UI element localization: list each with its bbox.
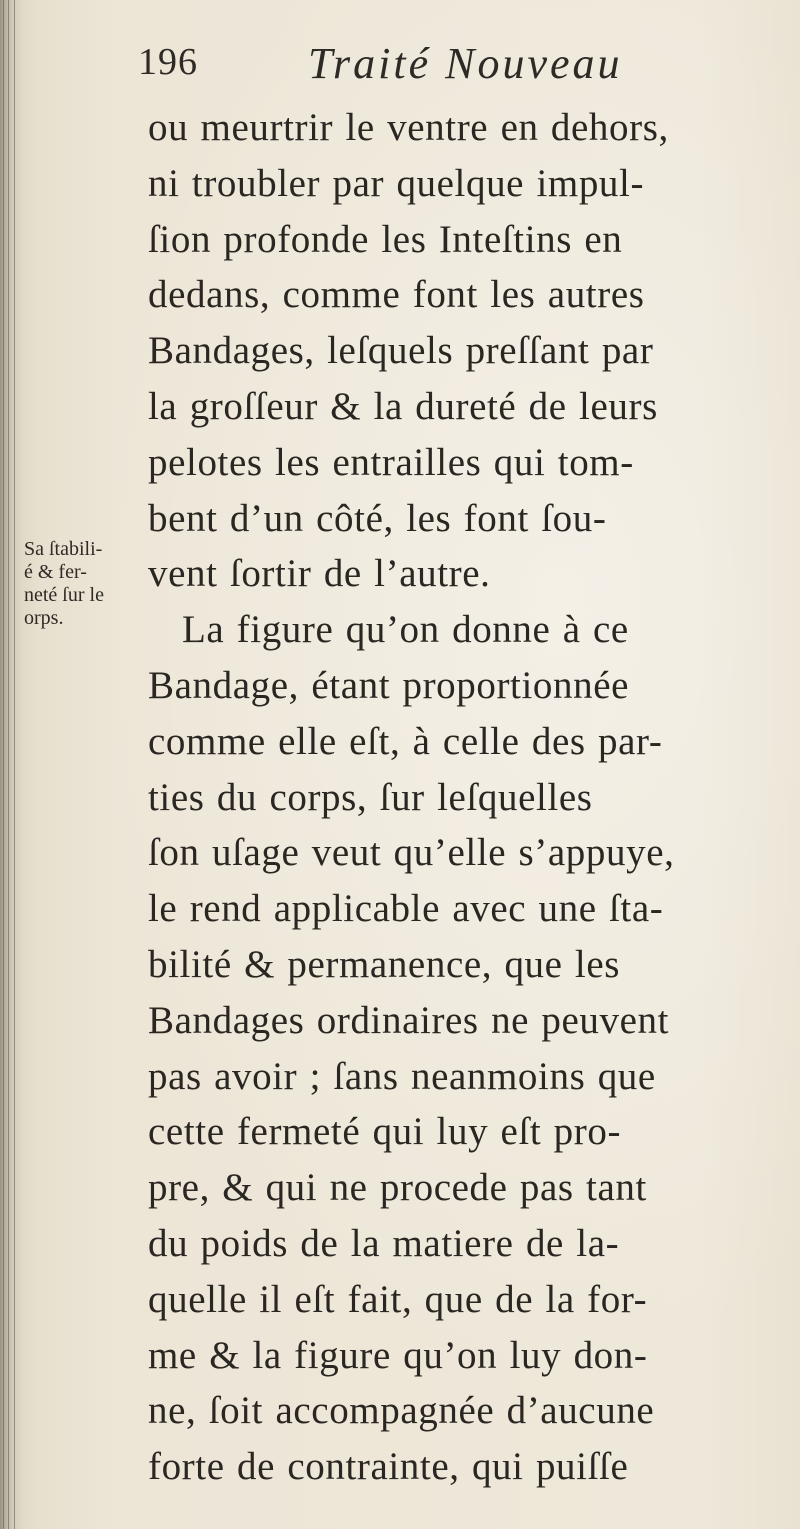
gutter-edge-line	[8, 0, 9, 1529]
marginal-note-line: orps.	[24, 607, 64, 629]
text-line: Bandage, étant proportionnée	[148, 663, 630, 707]
text-line: ſion profonde les Inteſtins en	[148, 217, 623, 261]
text-line: du poids de la matiere de la-	[148, 1221, 620, 1265]
text-line: bent d’un côté, les font ſou-	[148, 496, 607, 540]
page-number: 196	[138, 41, 198, 83]
text-line: Bandages, leſquels preſſant par	[148, 329, 654, 373]
text-line: Bandages ordinaires ne peuvent	[148, 998, 670, 1042]
text-line: ne, ſoit accompagnée d’aucune	[148, 1389, 655, 1433]
marginal-note-line: é & fer-	[24, 561, 87, 583]
text-line: pelotes les entrailles qui tom-	[148, 440, 634, 484]
text-line: la groſſeur & la dureté de leurs	[148, 384, 658, 428]
running-title: Traité Nouveau	[308, 39, 623, 88]
text-line: pre, & qui ne procede pas tant	[148, 1166, 647, 1210]
text-line: comme elle eſt, à celle des par-	[148, 719, 663, 763]
text-line: cette fermeté qui luy eſt pro-	[148, 1110, 622, 1154]
text-line: forte de contrainte, qui puiſſe	[148, 1445, 629, 1489]
text-line: vent ſortir de l’autre.	[148, 552, 491, 596]
page-header	[138, 40, 758, 96]
text-line: le rend applicable avec une ſta-	[148, 887, 664, 931]
gutter-edge-line	[3, 0, 4, 1529]
page-gutter	[0, 0, 22, 1529]
text-line: ni troubler par quelque impul-	[148, 161, 645, 205]
text-line: pas avoir ; ſans neanmoins que	[148, 1054, 656, 1098]
marginal-note-line: Sa ſtabili-	[24, 538, 103, 560]
text-line: me & la figure qu’on luy don-	[148, 1333, 648, 1377]
text-line: ſon uſage veut qu’elle s’appuye,	[148, 831, 675, 875]
text-line: ou meurtrir le ventre en dehors,	[148, 106, 669, 149]
text-line: ties du corps, ſur leſquelles	[148, 775, 593, 819]
text-line: bilité & permanence, que les	[148, 942, 621, 986]
gutter-edge-line	[14, 0, 15, 1529]
marginal-note	[24, 538, 142, 630]
paragraph-start-line: La figure qu’on donne à ce	[182, 608, 629, 652]
text-line: dedans, comme font les autres	[148, 273, 645, 317]
body-text	[148, 100, 768, 1495]
text-line: quelle il eſt fait, que de la for-	[148, 1277, 648, 1321]
marginal-note-line: neté ſur le	[24, 584, 104, 606]
